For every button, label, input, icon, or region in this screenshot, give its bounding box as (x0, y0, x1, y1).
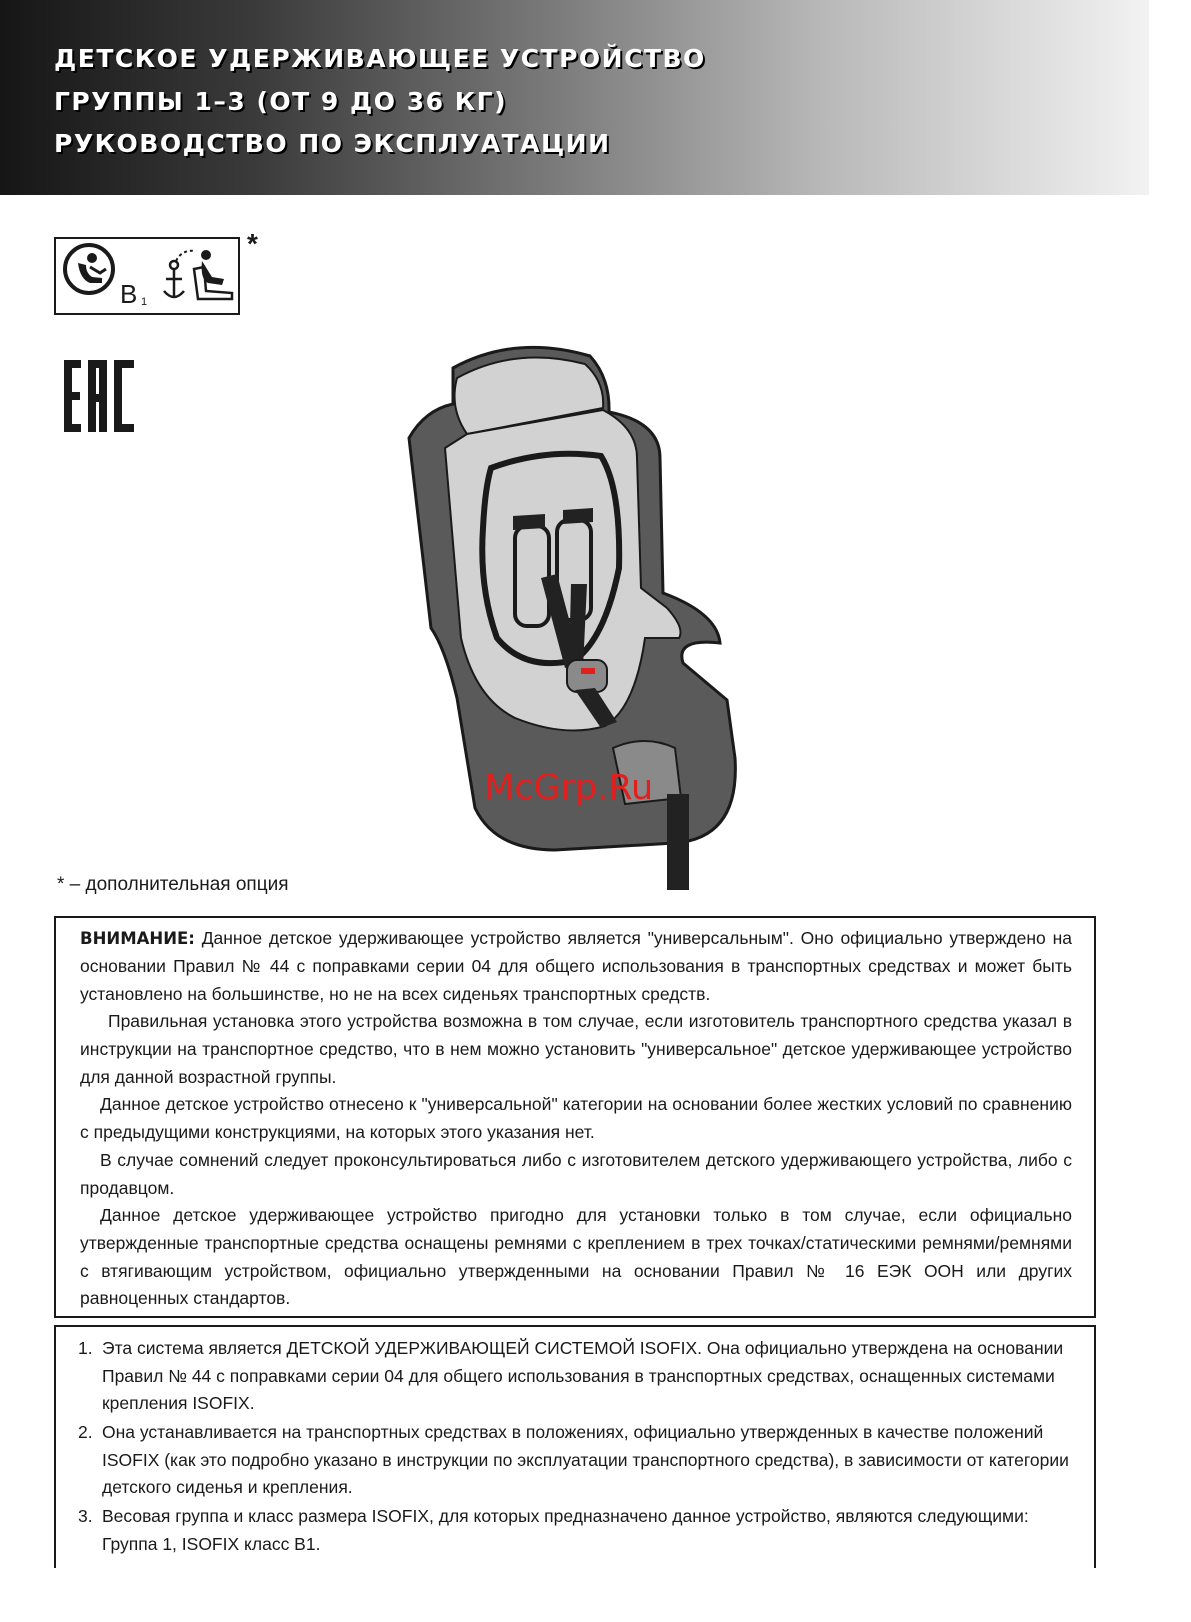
isofix-item-2 (78, 1419, 1072, 1502)
isofix-item-number: 1. (78, 1338, 93, 1358)
isofix-item-number: 3. (78, 1506, 93, 1526)
isofix-item-number: 2. (78, 1422, 93, 1442)
option-asterisk: * (247, 228, 258, 259)
isofix-class-letter: B (120, 279, 138, 309)
isofix-class-subscript: 1 (141, 296, 148, 308)
isofix-item-text: Она устанавливается на транспортных средствах в положениях, официально утвержденных в качестве положений ISOFIX (как это подробно указано в инструкции по эксплуатации транспортного средства), в зависимости от категории детского сиденья и крепления. (102, 1422, 1069, 1497)
warning-label: ВНИМАНИЕ: (80, 929, 195, 948)
title-line-1: ДЕТСКОЕ УДЕРЖИВАЮЩЕЕ УСТРОЙСТВО (54, 44, 706, 73)
header-banner (0, 0, 1149, 195)
isofix-item-text: Весовая группа и класс размера ISOFIX, для которых предназначено данное устройство, являются следующими: Группа 1, ISOFIX класс B1. (102, 1506, 1029, 1554)
isofix-pictogram-icon (56, 239, 237, 312)
isofix-item-1 (78, 1335, 1072, 1418)
isofix-item-3 (78, 1503, 1072, 1558)
title-line-2: ГРУППЫ 1–3 (ОТ 9 ДО 36 КГ) (54, 87, 508, 116)
watermark: McGrp.Ru (484, 768, 654, 808)
eac-mark-icon (62, 358, 137, 434)
warning-paragraph-2: Правильная установка этого устройства возможна в том случае, если изготовитель транспортного средства указал в инструкции на транспортное средство, что в нем можно установить "универсальное" детское удерживающее устройство для данной возрастной группы. (80, 1011, 1072, 1087)
isofix-item-text: Эта система является ДЕТСКОЙ УДЕРЖИВАЮЩЕЙ СИСТЕМОЙ ISOFIX. Она официально утверждена на основании Правил № 44 с поправками серии 04 для общего использования в транспортных средствах, оснащенных системами крепления ISOFIX. (102, 1338, 1064, 1413)
warning-paragraph-3: Данное детское устройство отнесено к "универсальной" категории на основании более жестких условий по сравнению с предыдущими конструкциями, на которых этого указания нет. (80, 1094, 1072, 1142)
eac-logo (62, 358, 137, 439)
warning-paragraph-5: Данное детское удерживающее устройство пригодно для установки только в том случае, если официально утвержденные транспортные средства оснащены ремнями с креплением в трех точках/статическими ремнями/ремнями с втягивающим устройством, официально утвержденными на основании Правил № 16 ЕЭК ООН или других равноценных стандартов. (80, 1205, 1072, 1309)
warning-text-1: Данное детское удерживающее устройство является "универсальным". Оно официально утверждено на основании Правил № 44 с поправками серии 04 для общего использования в транспортных средствах и может быть установлено на большинстве, но не на всех сиденьях транспортных средств. (80, 928, 1072, 1004)
car-seat-illustration (405, 338, 745, 903)
title-line-3: РУКОВОДСТВО ПО ЭКСПЛУАТАЦИИ (54, 129, 611, 158)
footnote-optional: * – дополнительная опция (57, 874, 289, 895)
warning-paragraph-1 (80, 925, 1072, 1008)
warning-paragraph-4: В случае сомнений следует проконсультироваться либо с изготовителем детского удерживающего устройства, либо с продавцом. (80, 1150, 1072, 1198)
certification-box (54, 237, 240, 315)
